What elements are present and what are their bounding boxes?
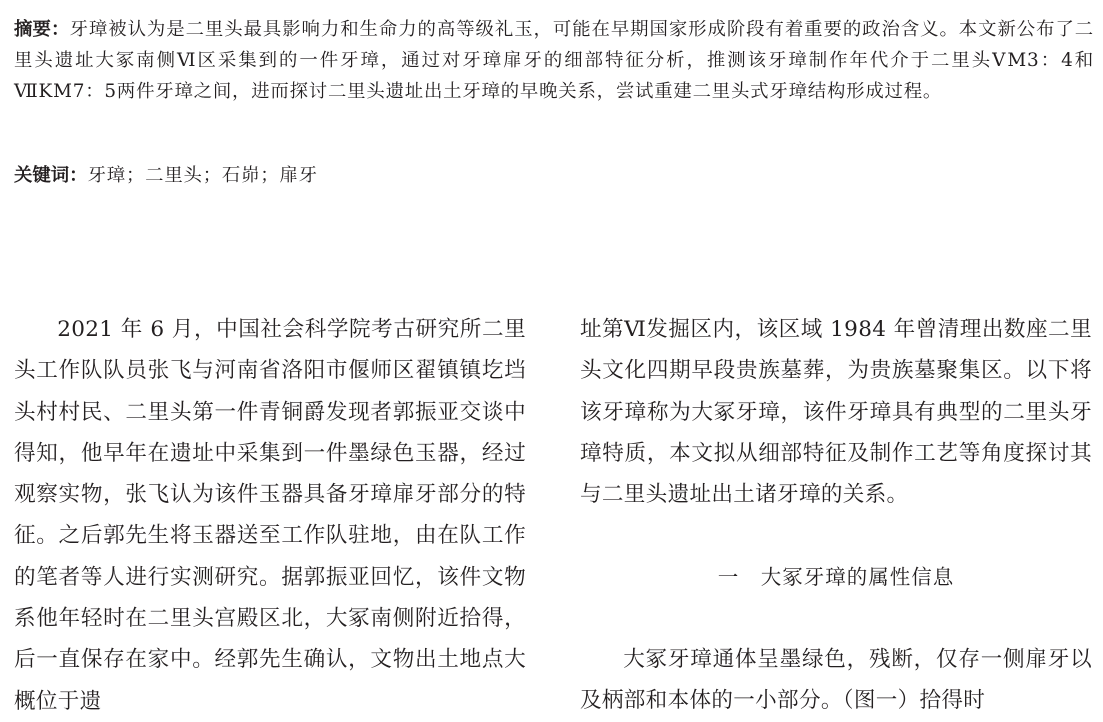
- section-spacer-top: [580, 515, 1092, 556]
- section-heading: 一 大冢牙璋的属性信息: [717, 564, 955, 589]
- body-paragraph-2: 大冢牙璋通体呈墨绿色，残断，仅存一侧扉牙以及柄部和本体的一小部分。（图一）拾得时: [580, 647, 1092, 714]
- section-spacer-bottom: [580, 598, 1092, 639]
- body-paragraph-1: 2021 年 6 月，中国社会科学院考古研究所二里头工作队队员张飞与河南省洛阳市偃师区翟镇镇圪垱头村村民、二里头第一件青铜爵发现者郭振亚交谈中得知，他早年在遗址中采集到一件墨绿色玉器，经过观察实物，张飞认为该件玉器具备牙璋扉牙部分的特征。之后郭先生将玉器送至工作队驻地，由在队工作的笔者等人进行实测研究。据郭振亚回忆，该件文物系他年轻时在二里头宫殿区北，大冢南侧附近拾得，后一直保存在家中。经郭先生确认，文物出土地点大概位于遗: [14, 317, 526, 714]
- abstract: [14, 14, 1094, 107]
- body-paragraph-1-continued: 址第Ⅵ发掘区内，该区域 1984 年曾清理出数座二里头文化四期早段贵族墓葬，为贵族墓聚集区。以下将该牙璋称为大冢牙璋，该件牙璋具有典型的二里头牙璋特质，本文拟从细部特征及制作工艺等角度探讨其与二里头遗址出土诸牙璋的关系。: [580, 317, 1092, 508]
- abstract-text: 牙璋被认为是二里头最具影响力和生命力的高等级礼玉，可能在早期国家形成阶段有着重要的政治含义。本文新公布了二里头遗址大冢南侧Ⅵ区采集到的一件牙璋，通过对牙璋扉牙的细部特征分析，推测该牙璋制作年代介于二里头ⅤM3：4和ⅦKM7：5两件牙璋之间，进而探讨二里头遗址出土牙璋的早晚关系，尝试重建二里头式牙璋结构形成过程。: [14, 19, 1094, 102]
- body-column-right: [580, 309, 1092, 722]
- keywords: [14, 160, 318, 191]
- abstract-label: 摘要：: [14, 19, 70, 40]
- keywords-text: 牙璋；二里头；石峁；扉牙: [87, 165, 318, 186]
- body-column-left: [14, 309, 526, 722]
- keywords-label: 关键词：: [14, 165, 88, 186]
